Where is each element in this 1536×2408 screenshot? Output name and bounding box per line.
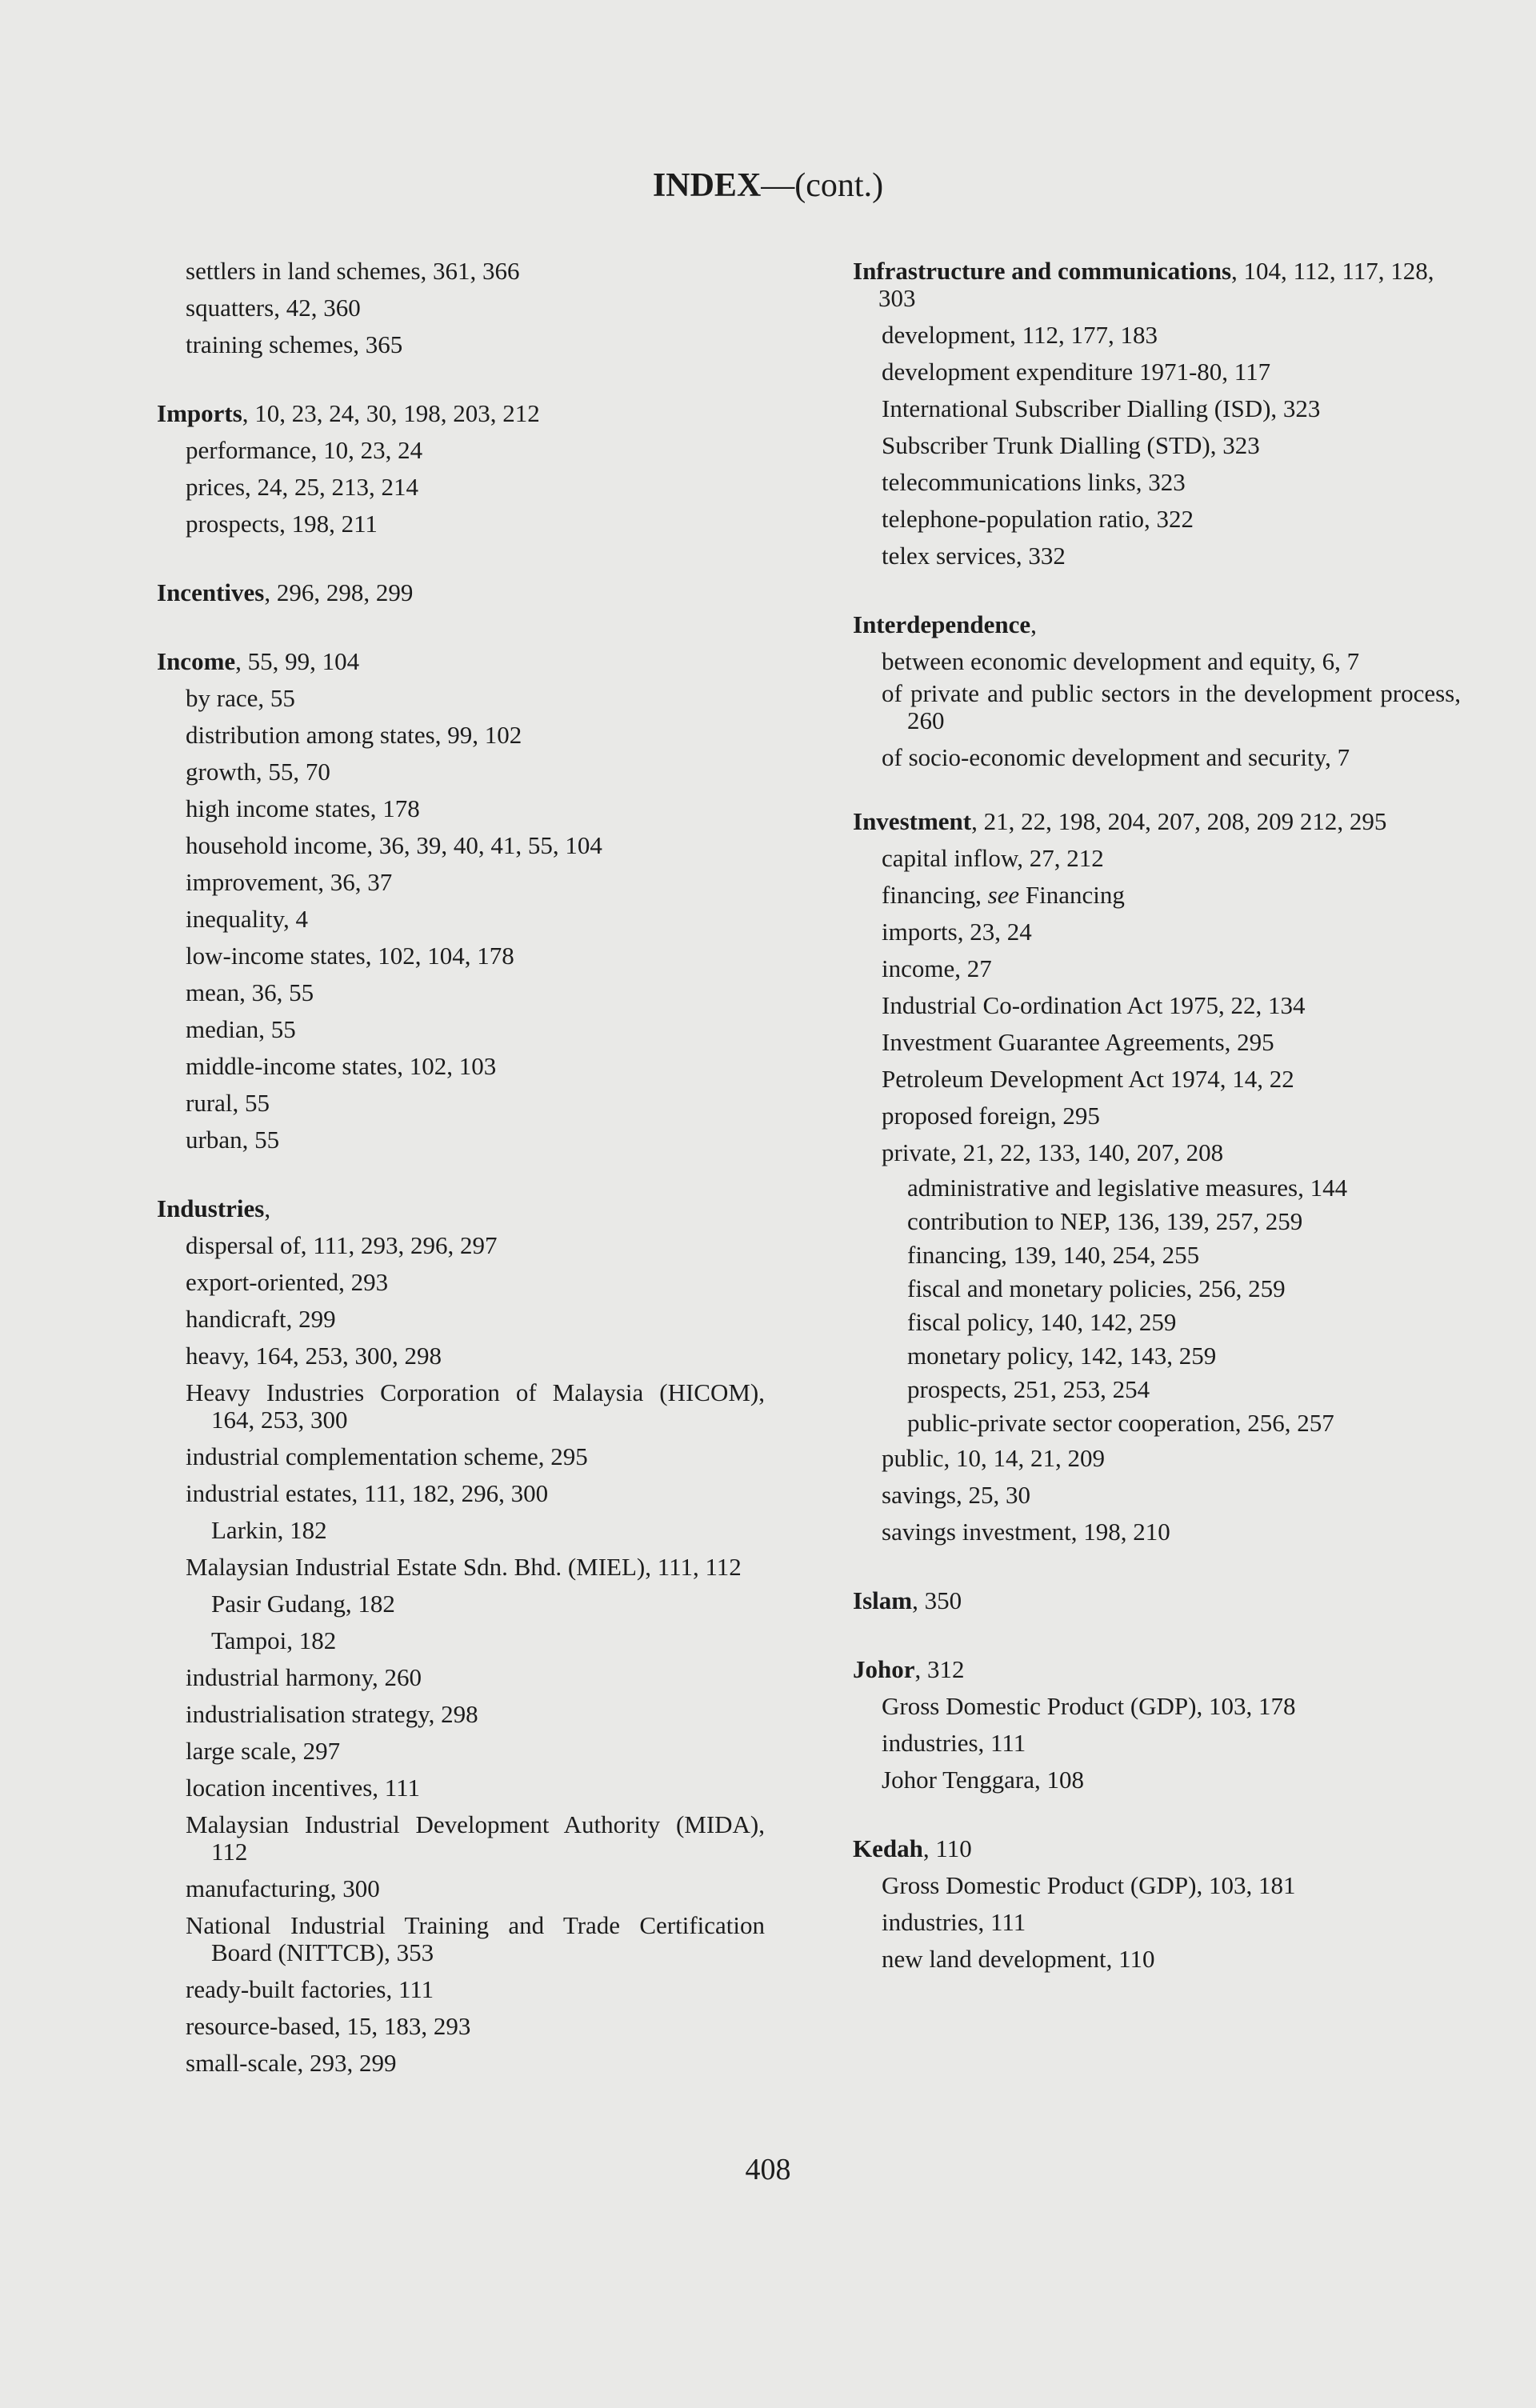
index-heading: Industries, <box>157 1194 271 1222</box>
index-heading: Imports, 10, 23, 24, 30, 198, 203, 212 <box>157 399 540 427</box>
index-subentry: small-scale, 293, 299 <box>186 2049 397 2077</box>
index-heading: Johor, 312 <box>853 1655 965 1683</box>
index-subentry: private, 21, 22, 133, 140, 207, 208 <box>882 1138 1224 1166</box>
index-subentry: Subscriber Trunk Dialling (STD), 323 <box>882 431 1260 459</box>
index-entry-imports <box>157 395 765 542</box>
index-subentry: middle-income states, 102, 103 <box>186 1052 497 1080</box>
index-subentry: large scale, 297 <box>186 1737 341 1765</box>
index-subentry-nested: Malaysian Industrial Estate Sdn. Bhd. (MIEL), 111, 112 <box>186 1553 742 1581</box>
index-subentry: industrial harmony, 260 <box>186 1663 422 1691</box>
index-subentry: International Subscriber Dialling (ISD), 323 <box>882 394 1321 422</box>
index-column-left <box>157 253 765 2114</box>
page-title: INDEX—(cont.) <box>652 167 884 204</box>
index-entry-investment <box>853 808 1461 1550</box>
index-subentry: telecommunications links, 323 <box>882 468 1186 496</box>
index-subentry: industries, 111 <box>882 1908 1026 1936</box>
index-heading: Investment, 21, 22, 198, 204, 207, 208, 209 212, 295 <box>853 807 1387 835</box>
index-subentry: resource-based, 15, 183, 293 <box>186 2012 471 2040</box>
index-subentry: financing, see Financing <box>882 881 1125 909</box>
index-subentry-nested: prospects, 251, 253, 254 <box>907 1375 1150 1403</box>
index-subentry: of private and public sectors in the development process, 260 <box>882 679 1461 734</box>
index-subentry: household income, 36, 39, 40, 41, 55, 104 <box>186 831 602 859</box>
index-subentry: new land development, 110 <box>882 1945 1155 1973</box>
index-subentry: Malaysian Industrial Development Authority (MIDA), 112 <box>186 1810 765 1866</box>
index-entry-industries <box>157 1190 765 2082</box>
index-subentry: performance, 10, 23, 24 <box>186 436 423 464</box>
index-heading: Incentives, 296, 298, 299 <box>157 578 414 606</box>
index-heading: Islam, 350 <box>853 1586 962 1614</box>
index-subentry: location incentives, 111 <box>186 1774 420 1802</box>
index-group-settlers <box>157 253 765 363</box>
index-subentry: growth, 55, 70 <box>186 758 330 786</box>
index-subentry: inequality, 4 <box>186 905 308 933</box>
index-subentry: median, 55 <box>186 1015 296 1043</box>
index-subentry: telephone-population ratio, 322 <box>882 505 1194 533</box>
index-subentry: heavy, 164, 253, 300, 298 <box>186 1342 442 1370</box>
index-subentry: squatters, 42, 360 <box>186 294 361 322</box>
index-subentry-nested: Heavy Industries Corporation of Malaysia (HICOM), 164, 253, 300 <box>186 1378 765 1434</box>
index-subentry: proposed foreign, 295 <box>882 1102 1100 1130</box>
index-subentry-nested: monetary policy, 142, 143, 259 <box>907 1342 1217 1370</box>
index-subentry: Gross Domestic Product (GDP), 103, 178 <box>882 1692 1296 1720</box>
index-subentry: public, 10, 14, 21, 209 <box>882 1444 1105 1472</box>
page-number: 408 <box>745 2153 791 2186</box>
index-subentry: Gross Domestic Product (GDP), 103, 181 <box>882 1871 1296 1899</box>
index-subentry: settlers in land schemes, 361, 366 <box>186 257 520 285</box>
index-subentry: low-income states, 102, 104, 178 <box>186 942 514 970</box>
index-heading: Interdependence, <box>853 610 1037 638</box>
index-subentry-nested: public-private sector cooperation, 256, 257 <box>907 1409 1334 1437</box>
index-subentry: capital inflow, 27, 212 <box>882 844 1104 872</box>
index-entry-income <box>157 643 765 1158</box>
index-subentry: between economic development and equity, 6, 7 <box>882 647 1360 675</box>
index-subentry: by race, 55 <box>186 684 295 712</box>
index-entry-islam <box>853 1582 1461 1619</box>
index-subentry: industrial complementation scheme, 295 <box>186 1442 588 1470</box>
index-subentry: urban, 55 <box>186 1126 280 1154</box>
index-subentry: industrial estates, 111, 182, 296, 300 <box>186 1479 549 1507</box>
index-subentry: prospects, 198, 211 <box>186 510 378 538</box>
index-entry-johor <box>853 1651 1461 1798</box>
index-subentry-nested: Pasir Gudang, 182 <box>211 1590 395 1618</box>
index-subentry-nested: financing, 139, 140, 254, 255 <box>907 1241 1200 1269</box>
index-subentry: savings investment, 198, 210 <box>882 1518 1170 1546</box>
index-subentry: mean, 36, 55 <box>186 978 314 1006</box>
index-subentry-nested: administrative and legislative measures, 144 <box>907 1174 1348 1202</box>
index-subentry: development expenditure 1971-80, 117 <box>882 358 1271 386</box>
index-subentry: prices, 24, 25, 213, 214 <box>186 473 419 501</box>
index-subentry: rural, 55 <box>186 1089 270 1117</box>
index-subentry: development, 112, 177, 183 <box>882 321 1158 349</box>
index-subentry: handicraft, 299 <box>186 1305 336 1333</box>
index-heading: Income, 55, 99, 104 <box>157 647 360 675</box>
index-subentry: export-oriented, 293 <box>186 1268 389 1296</box>
index-subentry: dispersal of, 111, 293, 296, 297 <box>186 1231 498 1259</box>
index-subentry: Industrial Co-ordination Act 1975, 22, 134 <box>882 991 1306 1019</box>
index-subentry: National Industrial Training and Trade Certification Board (NITTCB), 353 <box>186 1911 765 1966</box>
index-entry-interdependence <box>853 606 1461 776</box>
index-subentry: ready-built factories, 111 <box>186 1975 434 2003</box>
index-subentry-nested: Tampoi, 182 <box>211 1626 337 1654</box>
index-subentry: improvement, 36, 37 <box>186 868 393 896</box>
index-subentry: income, 27 <box>882 954 992 982</box>
index-heading: Kedah, 110 <box>853 1834 972 1862</box>
index-subentry-nested: contribution to NEP, 136, 139, 257, 259 <box>907 1207 1303 1235</box>
index-subentry: savings, 25, 30 <box>882 1481 1030 1509</box>
index-subentry-nested: fiscal policy, 140, 142, 259 <box>907 1308 1177 1336</box>
index-entry-incentives <box>157 574 765 611</box>
index-subentry: Johor Tenggara, 108 <box>882 1766 1084 1794</box>
index-subentry: high income states, 178 <box>186 794 420 822</box>
index-subentry: imports, 23, 24 <box>882 918 1032 946</box>
index-subentry: of socio-economic development and security, 7 <box>882 743 1350 771</box>
index-subentry: industrialisation strategy, 298 <box>186 1700 478 1728</box>
index-heading: Infrastructure and communications, 104, 112, 117, 128, 303 <box>853 257 1434 312</box>
index-subentry-nested: fiscal and monetary policies, 256, 259 <box>907 1274 1286 1302</box>
index-subentry: training schemes, 365 <box>186 330 403 358</box>
index-entry-infrastructure <box>853 258 1461 574</box>
index-subentry: industries, 111 <box>882 1729 1026 1757</box>
index-subentry: telex services, 332 <box>882 542 1066 570</box>
index-subentry: Petroleum Development Act 1974, 14, 22 <box>882 1065 1294 1093</box>
index-entry-kedah <box>853 1830 1461 1978</box>
index-subentry: distribution among states, 99, 102 <box>186 721 522 749</box>
index-subentry: manufacturing, 300 <box>186 1874 380 1902</box>
index-subentry: Investment Guarantee Agreements, 295 <box>882 1028 1274 1056</box>
index-subentry-nested: Larkin, 182 <box>211 1516 327 1544</box>
index-column-right <box>853 253 1461 2010</box>
